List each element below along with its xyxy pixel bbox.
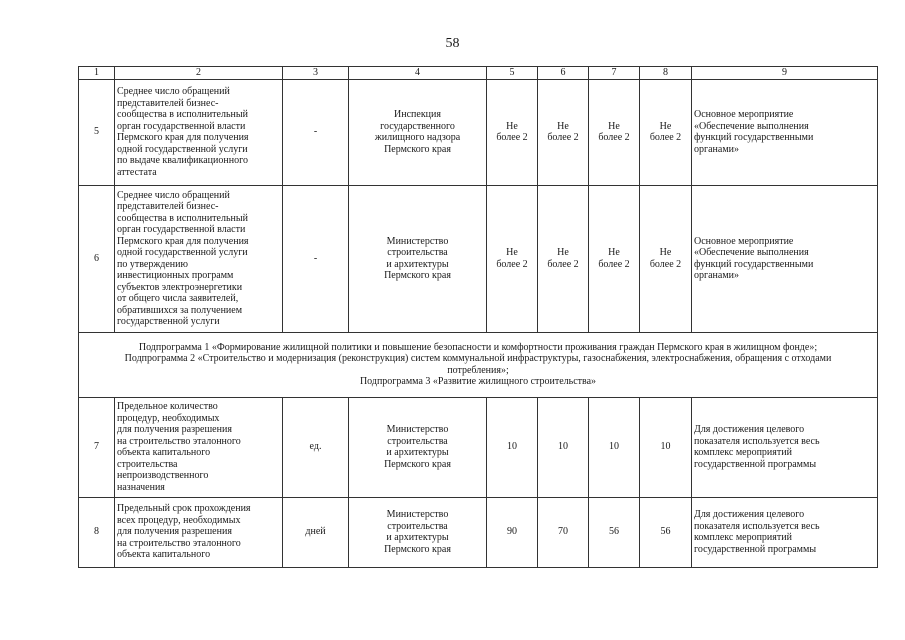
value-cell: 56 [640,497,692,567]
header-cell: 3 [283,67,349,80]
note-cell: Для достижения целевого показателя используется весь комплекс мероприятий государственной программы [692,397,878,497]
value-cell: Не более 2 [538,185,589,332]
table-row [79,79,878,185]
table-row [79,185,878,332]
header-cell: 1 [79,67,115,80]
header-cell: 6 [538,67,589,80]
executor-cell: Министерство строительства и архитектуры Пермского края [349,397,487,497]
value-cell: Не более 2 [640,185,692,332]
header-cell: 8 [640,67,692,80]
note-cell: Основное мероприятие «Обеспечение выполнения функций государственными органами» [692,79,878,185]
row-number: 5 [79,79,115,185]
value-cell: 56 [589,497,640,567]
indicator-name: Предельный срок прохождения всех процедур, необходимых для получения разрешения на строительство эталонного объекта капитального [115,497,283,567]
indicator-name: Среднее число обращений представителей бизнес- сообщества в исполнительный орган государственной власти Пермского края для получения одной государственной услуги по выдаче квалификационного аттестата [115,79,283,185]
executor-cell: Министерство строительства и архитектуры Пермского края [349,185,487,332]
value-cell: Не более 2 [640,79,692,185]
indicators-table [78,66,878,568]
value-cell: Не более 2 [589,185,640,332]
value-cell: Не более 2 [487,185,538,332]
value-cell: 70 [538,497,589,567]
header-cell: 4 [349,67,487,80]
header-cell: 5 [487,67,538,80]
executor-cell: Министерство строительства и архитектуры Пермского края [349,497,487,567]
subprogram-heading: Подпрограмма 1 «Формирование жилищной политики и повышение безопасности и комфортности проживания граждан Пермского края в жилищном фонде»; Подпрограмма 2 «Строительство и модернизация (реконструкция) систем коммунальной инфраструктуры, газоснабжения, электроснабжения, обращения с отходами потребления»; Подпрограмма 3 «Развитие жилищного строительства» [79,332,878,397]
value-cell: 10 [538,397,589,497]
unit-cell: ед. [283,397,349,497]
value-cell: Не более 2 [589,79,640,185]
note-cell: Основное мероприятие «Обеспечение выполнения функций государственными органами» [692,185,878,332]
row-number: 8 [79,497,115,567]
value-cell: 10 [640,397,692,497]
value-cell: Не более 2 [487,79,538,185]
table-row [79,497,878,567]
unit-cell: - [283,79,349,185]
row-number: 6 [79,185,115,332]
value-cell: Не более 2 [538,79,589,185]
row-number: 7 [79,397,115,497]
unit-cell: дней [283,497,349,567]
header-cell: 9 [692,67,878,80]
table-row [79,397,878,497]
note-cell: Для достижения целевого показателя используется весь комплекс мероприятий государственной программы [692,497,878,567]
executor-cell: Инспекция государственного жилищного надзора Пермского края [349,79,487,185]
page-number: 58 [445,36,460,51]
section-row [79,332,878,397]
header-cell: 2 [115,67,283,80]
indicator-name: Среднее число обращений представителей бизнес- сообщества в исполнительный орган государственной власти Пермского края для получения одной государственной услуги по утверждению инвестиционных программ субъектов электроэнергетики от общего числа заявителей, обратившихся за получением государственной услуги [115,185,283,332]
value-cell: 10 [487,397,538,497]
indicator-name: Предельное количество процедур, необходимых для получения разрешения на строительство эталонного объекта капитального строительства непроизводственного назначения [115,397,283,497]
table-header-row [79,67,878,80]
value-cell: 90 [487,497,538,567]
unit-cell: - [283,185,349,332]
value-cell: 10 [589,397,640,497]
header-cell: 7 [589,67,640,80]
